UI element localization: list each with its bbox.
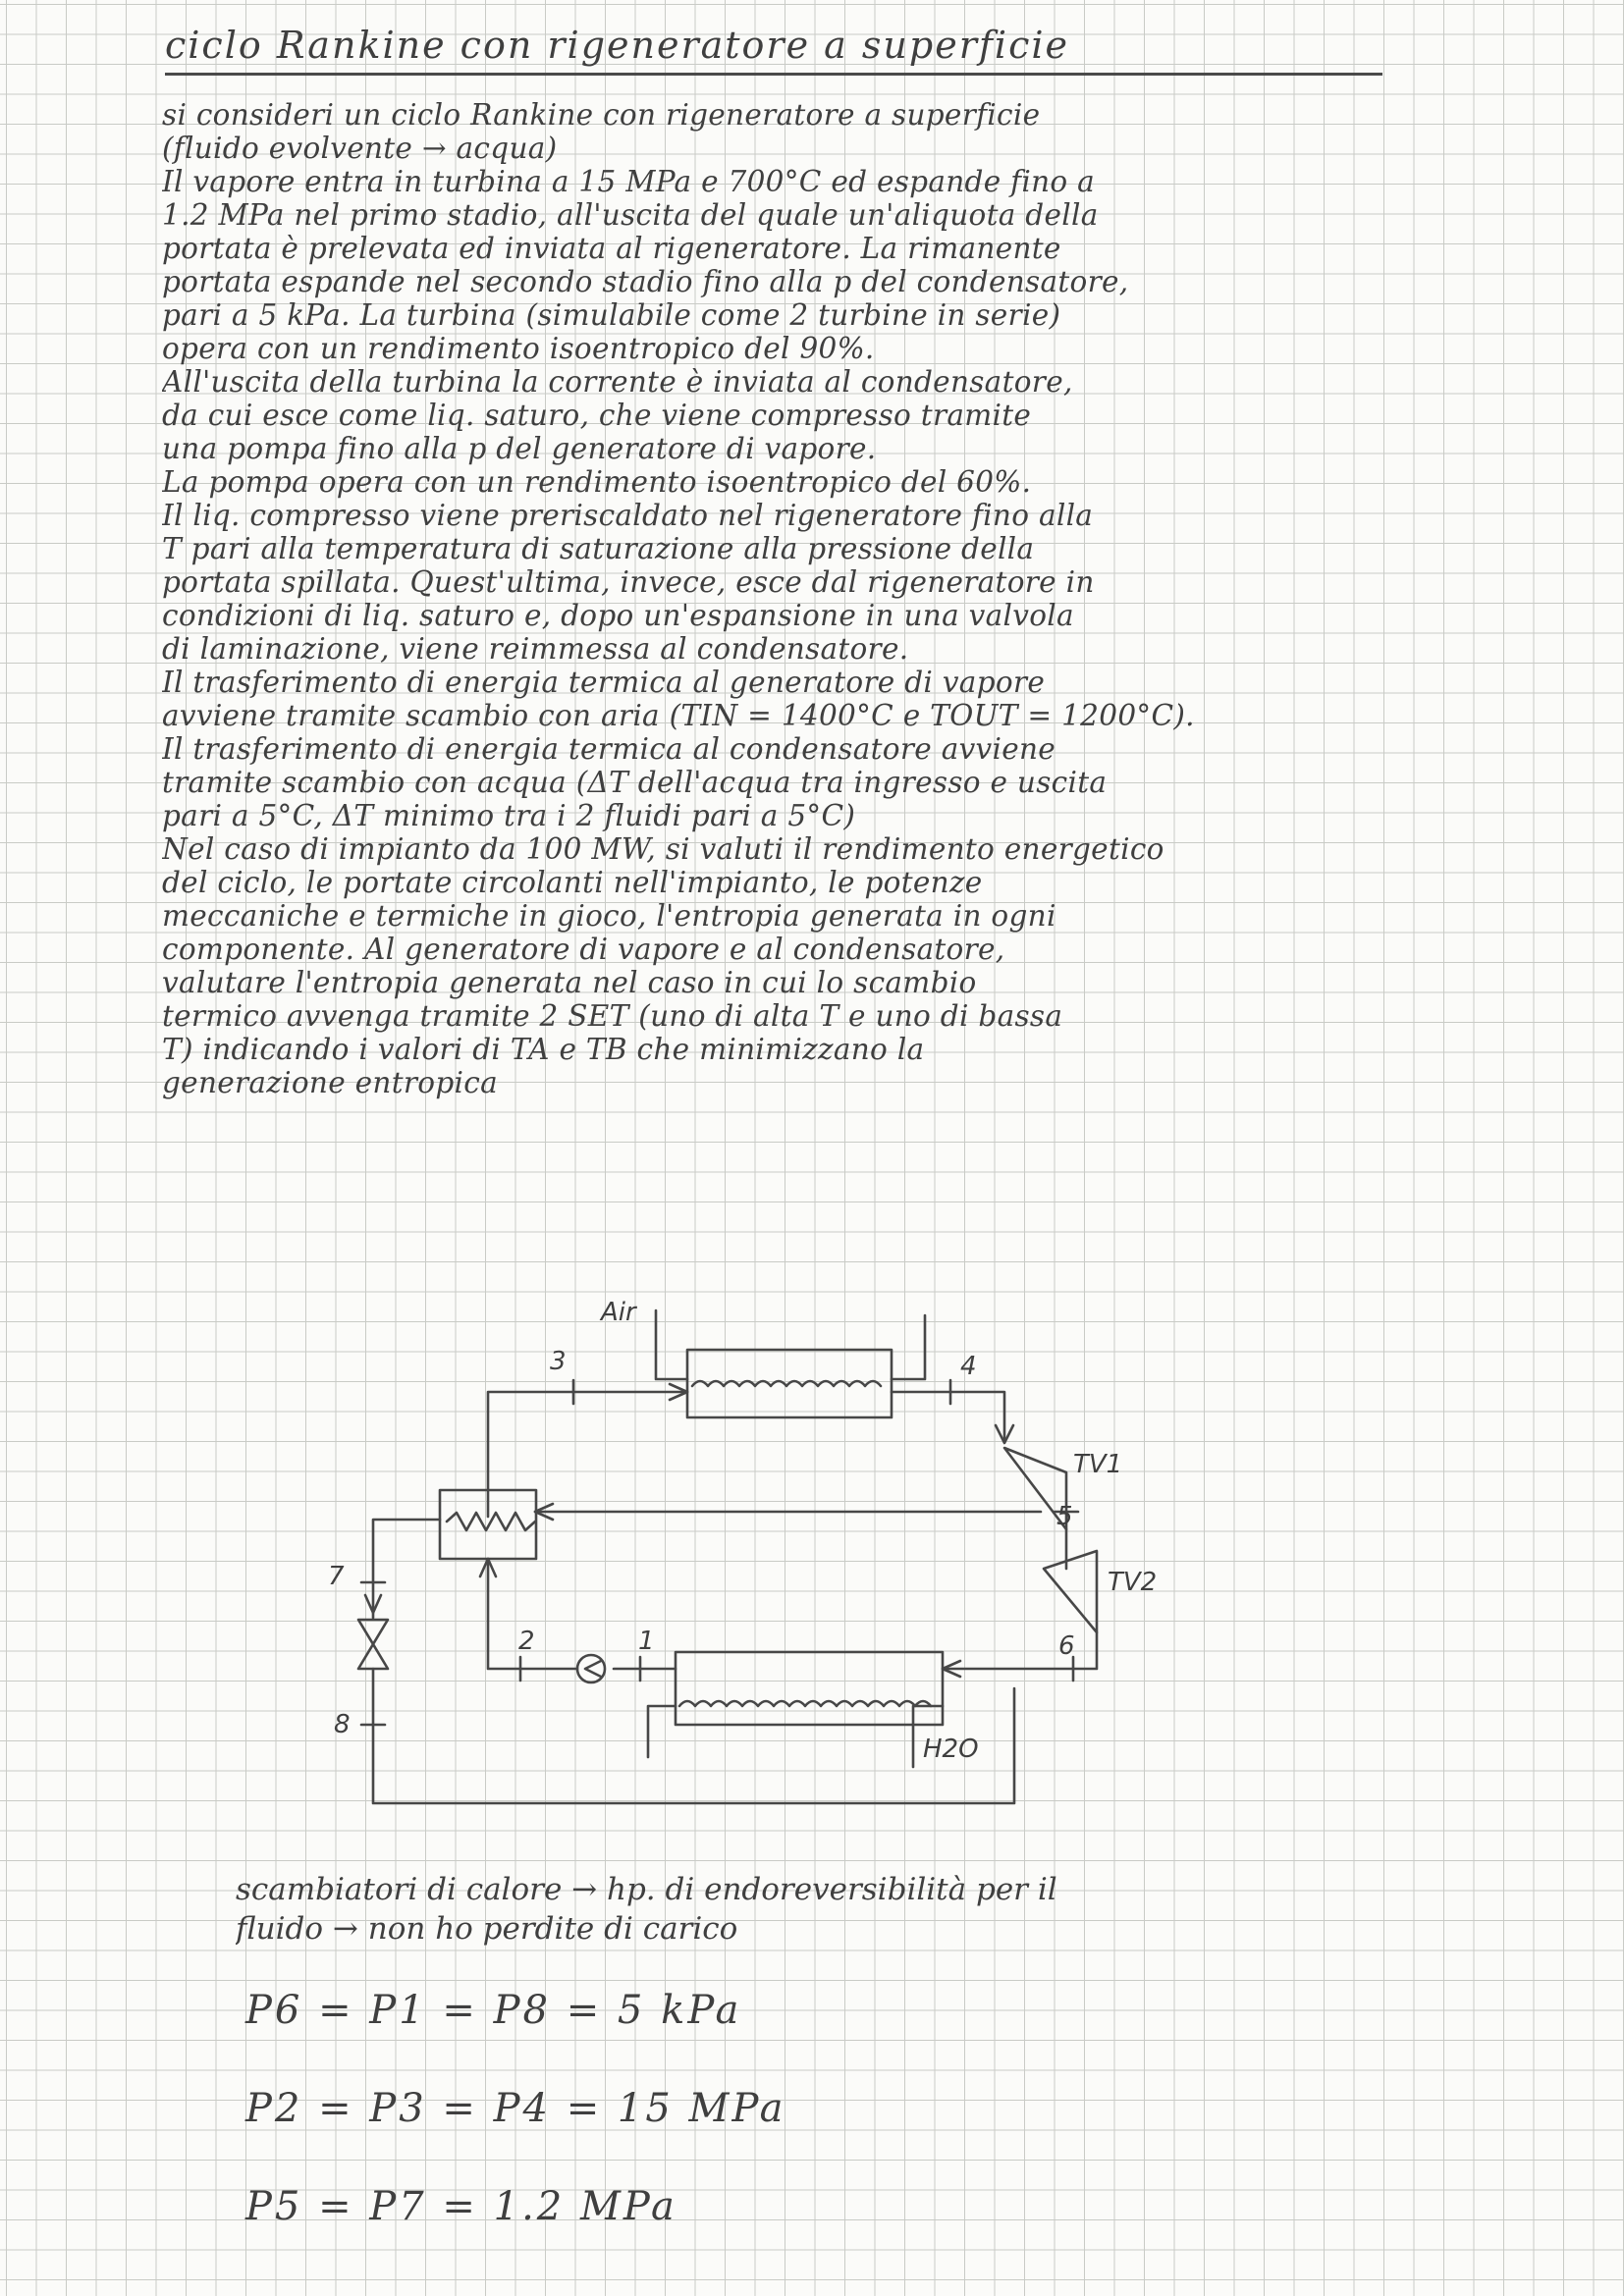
problem-line: portata spillata. Quest'ultima, invece, esce dal rigeneratore in bbox=[162, 565, 1095, 599]
state-8-label: 8 bbox=[334, 1710, 351, 1739]
problem-line: tramite scambio con acqua (ΔT dell'acqua tra ingresso e uscita bbox=[162, 766, 1108, 799]
problem-line: pari a 5 kPa. La turbina (simulabile come 2 turbine in serie) bbox=[162, 298, 1061, 332]
problem-line: T) indicando i valori di TA e TB che minimizzano la bbox=[162, 1033, 925, 1066]
tv2-label: TV2 bbox=[1108, 1568, 1158, 1597]
turbine-1 bbox=[1004, 1448, 1066, 1529]
pressure-equation: P6 = P1 = P8 = 5 kPa bbox=[245, 1988, 742, 2033]
notes-block bbox=[236, 1870, 1512, 1949]
problem-line: Nel caso di impianto da 100 MW, si valuti il rendimento energetico bbox=[162, 832, 1164, 866]
problem-line: del ciclo, le portate circolanti nell'impianto, le potenze bbox=[162, 866, 983, 899]
problem-line: 1.2 MPa nel primo stadio, all'uscita del quale un'aliquota della bbox=[162, 198, 1099, 232]
steam-generator bbox=[687, 1350, 892, 1417]
line-6 bbox=[943, 1632, 1097, 1669]
problem-line: La pompa opera con un rendimento isoentropico del 60%. bbox=[162, 465, 1032, 499]
pressure-equation: P5 = P7 = 1.2 MPa bbox=[245, 2184, 677, 2229]
air-stream bbox=[656, 1310, 925, 1379]
line-7 bbox=[373, 1520, 440, 1618]
problem-line: portata è prelevata ed inviata al rigeneratore. La rimanente bbox=[162, 232, 1061, 265]
problem-line: una pompa fino alla p del generatore di vapore. bbox=[162, 432, 877, 465]
line-2 bbox=[488, 1559, 577, 1669]
problem-line: avviene tramite scambio con aria (TIN = 1400°C e TOUT = 1200°C). bbox=[162, 699, 1195, 732]
state-5-label: 5 bbox=[1056, 1502, 1073, 1531]
state-1-label: 1 bbox=[638, 1627, 655, 1656]
air-label: Air bbox=[601, 1298, 636, 1327]
state-6-label: 6 bbox=[1058, 1631, 1075, 1661]
problem-line: componente. Al generatore di vapore e al condensatore, bbox=[162, 933, 1005, 966]
problem-line: opera con un rendimento isoentropico del 90%. bbox=[162, 332, 875, 365]
generator-coil bbox=[692, 1381, 881, 1386]
problem-line: Il vapore entra in turbina a 15 MPa e 700°C ed espande fino a bbox=[162, 165, 1096, 198]
problem-line: (fluido evolvente → acqua) bbox=[162, 132, 558, 165]
problem-line: da cui esce come liq. saturo, che viene compresso tramite bbox=[162, 399, 1032, 432]
water-label: H2O bbox=[923, 1735, 979, 1764]
problem-line: condizioni di liq. saturo e, dopo un'espansione in una valvola bbox=[162, 599, 1074, 632]
page-title: ciclo Rankine con rigeneratore a superficie bbox=[165, 18, 1382, 76]
turbine-2 bbox=[1044, 1551, 1097, 1632]
problem-line: termico avvenga tramite 2 SET (uno di alta T e uno di bassa bbox=[162, 999, 1063, 1033]
problem-line: si consideri un ciclo Rankine con rigeneratore a superficie bbox=[162, 98, 1041, 132]
problem-line: Il trasferimento di energia termica al generatore di vapore bbox=[162, 666, 1046, 699]
cooling-water bbox=[648, 1706, 943, 1767]
state-3-label: 3 bbox=[550, 1347, 567, 1376]
problem-statement bbox=[162, 98, 1591, 1099]
note-line: fluido → non ho perdite di carico bbox=[236, 1911, 738, 1947]
problem-line: valutare l'entropia generata nel caso in cui lo scambio bbox=[162, 966, 977, 999]
condenser-coil bbox=[679, 1701, 931, 1706]
state-2-label: 2 bbox=[518, 1627, 535, 1656]
expansion-valve bbox=[358, 1620, 388, 1669]
problem-line: Il trasferimento di energia termica al condensatore avviene bbox=[162, 732, 1056, 766]
problem-line: portata espande nel secondo stadio fino alla p del condensatore, bbox=[162, 265, 1129, 298]
line-8 bbox=[373, 1669, 1014, 1803]
pump bbox=[577, 1655, 605, 1682]
note-line: scambiatori di calore → hp. di endoreversibilità per il bbox=[236, 1872, 1057, 1907]
state-7-label: 7 bbox=[328, 1562, 345, 1591]
problem-line: generazione entropica bbox=[162, 1066, 498, 1099]
line-4 bbox=[892, 1392, 1004, 1441]
problem-line: di laminazione, viene reimmessa al condensatore. bbox=[162, 632, 909, 666]
condenser bbox=[676, 1652, 943, 1725]
state-4-label: 4 bbox=[960, 1352, 977, 1381]
problem-line: Il liq. compresso viene preriscaldato nel rigeneratore fino alla bbox=[162, 499, 1094, 532]
regenerator bbox=[440, 1490, 536, 1559]
problem-line: T pari alla temperatura di saturazione alla pressione della bbox=[162, 532, 1035, 565]
line-3 bbox=[488, 1392, 687, 1517]
problem-line: All'uscita della turbina la corrente è inviata al condensatore, bbox=[162, 365, 1073, 399]
problem-line: meccaniche e termiche in gioco, l'entropia generata in ogni bbox=[162, 899, 1056, 933]
problem-line: pari a 5°C, ΔT minimo tra i 2 fluidi pari a 5°C) bbox=[162, 799, 856, 832]
tv1-label: TV1 bbox=[1073, 1450, 1123, 1479]
pressure-equation: P2 = P3 = P4 = 15 MPa bbox=[245, 2086, 786, 2131]
